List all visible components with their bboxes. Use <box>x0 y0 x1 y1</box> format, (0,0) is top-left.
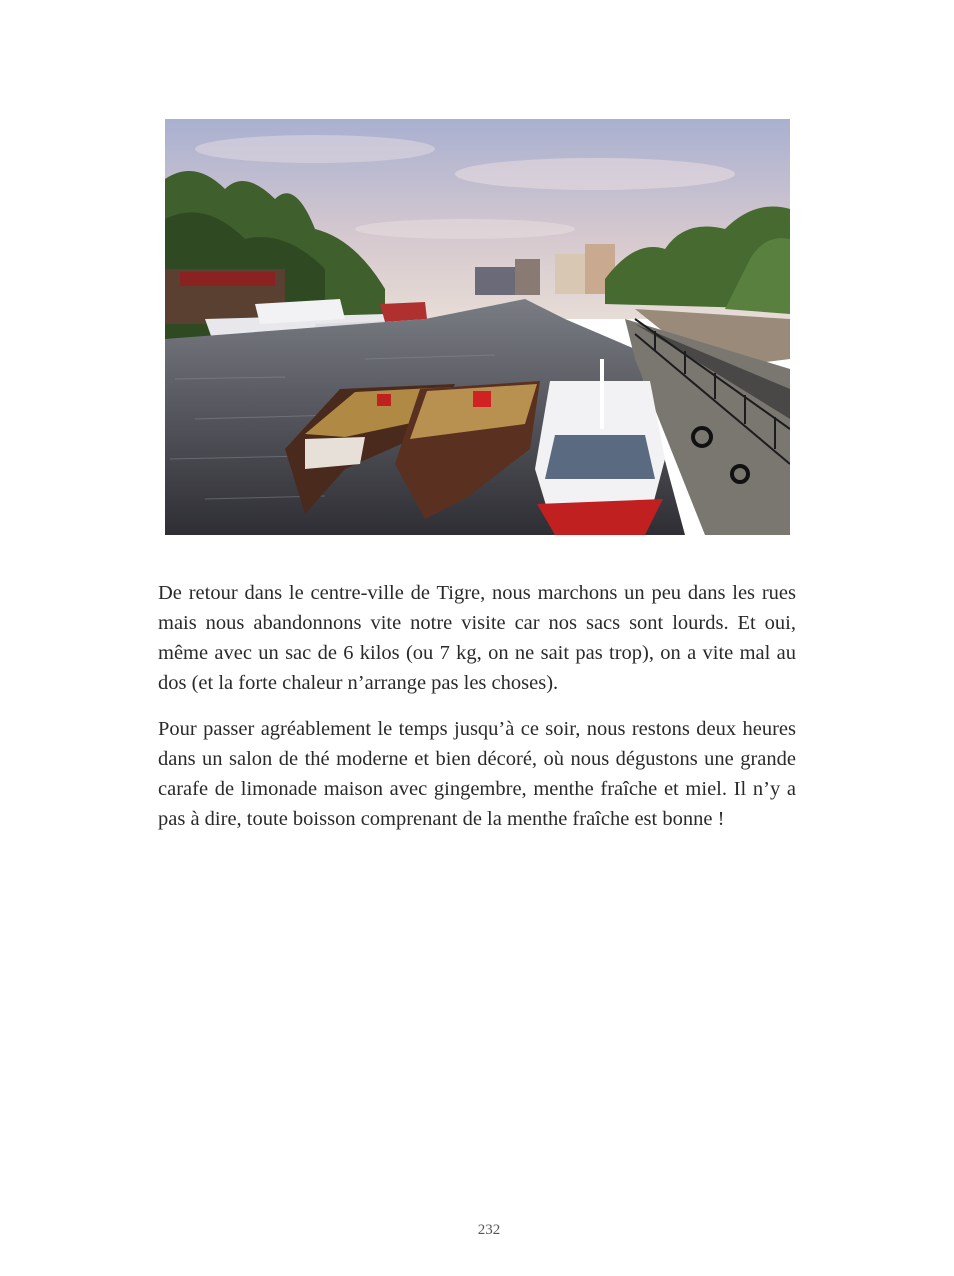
body-text <box>158 578 796 850</box>
paragraph-2: Pour passer agréablement le temps jusqu’à ce soir, nous restons deux heures dans un salon de thé moderne et bien décoré, où nous dégustons une grande carafe de limonade maison avec gingembre, menthe fraîche et miel. Il n’y a pas à dire, toute boisson comprenant de la menthe fraîche est bonne ! <box>158 718 796 830</box>
river-photo <box>165 119 790 535</box>
paragraph-1: De retour dans le centre-ville de Tigre, nous marchons un peu dans les rues mais nous abandonnons vite notre visite car nos sacs sont lourds. Et oui, même avec un sac de 6 kilos (ou 7 kg, on ne sait pas trop), on a vite mal au dos (et la forte chaleur n’arrange pas les choses). <box>158 582 796 694</box>
page-number: 232 <box>477 1222 501 1238</box>
